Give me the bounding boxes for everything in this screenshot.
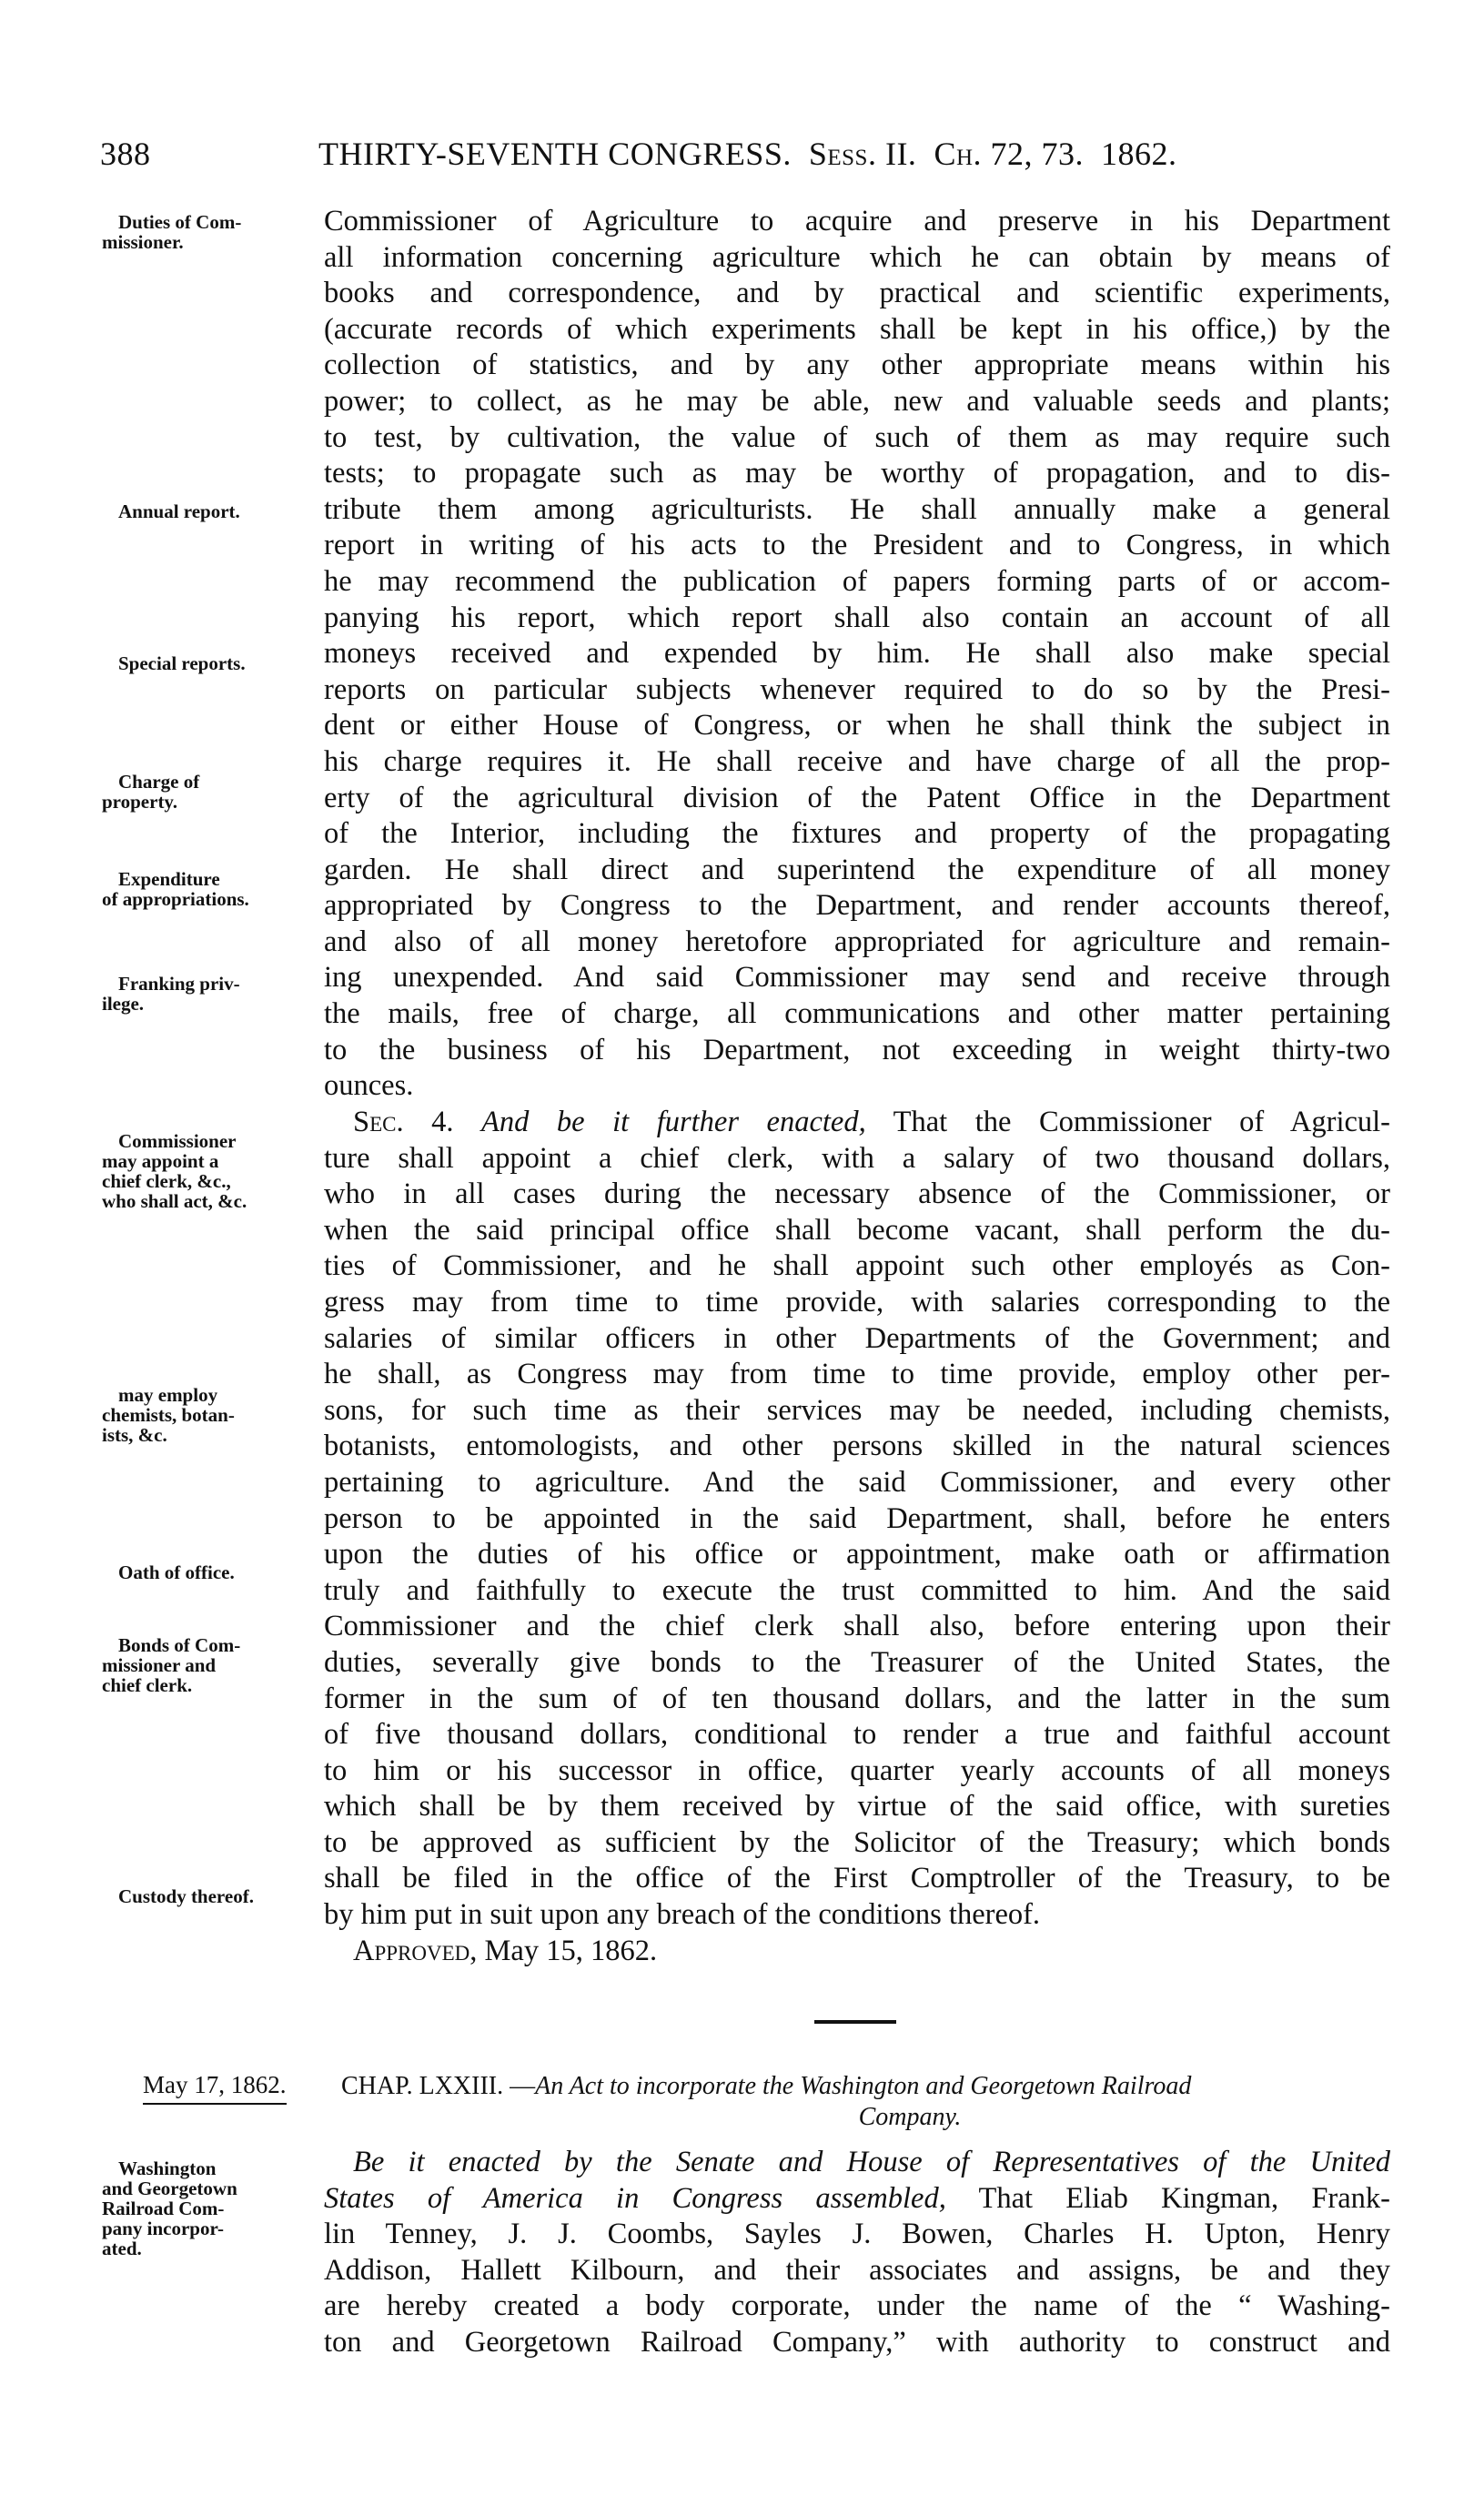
text-line: Commissioner of Agriculture to acquire and preserve in his Department	[324, 205, 1390, 237]
chapter-73-title-line-2: Company.	[858, 2103, 962, 2131]
approved-line	[324, 1934, 1390, 1970]
text-line: and also of all money heretofore appropriated for agriculture and remain-	[324, 925, 1390, 958]
text-line: appropriated by Congress to the Department, and render accounts thereof,	[324, 889, 1390, 923]
dash: —	[510, 2072, 536, 2100]
text-line: Commissioner and the chief clerk shall also, before entering upon their	[324, 1610, 1390, 1643]
margin-note-line: property.	[102, 791, 178, 813]
section-3-text	[324, 204, 1390, 1105]
text-line: botanists, entomologists, and other persons skilled in the natural sciences	[324, 1430, 1390, 1463]
margin-note-line: Commissioner	[118, 1130, 237, 1152]
text-line: lin Tenney, J. J. Coombs, Sayles J. Bowen, Charles H. Upton, Henry	[324, 2218, 1390, 2251]
text-line: gress may from time to time provide, with salaries corresponding to the	[324, 1285, 1390, 1319]
text-line: ture shall appoint a chief clerk, with a salary of two thousand dollars,	[324, 1141, 1390, 1175]
margin-note-employ-chemists	[102, 1385, 325, 1445]
running-header	[100, 135, 1392, 177]
text-line: reports on particular subjects whenever required to do so by the Presi-	[324, 672, 1390, 706]
margin-note-charge-of-property	[102, 772, 325, 812]
session: Sess. II.	[808, 136, 917, 172]
text-line: former in the sum of of ten thousand dollars, and the latter in the sum	[324, 1682, 1390, 1715]
text-line: panying his report, which report shall also contain an account of all	[324, 601, 1390, 634]
margin-note-line: ated.	[102, 2238, 142, 2259]
text-line: power; to collect, as he may be able, new and valuable seeds and plants;	[324, 384, 1390, 418]
header-title	[318, 135, 1177, 173]
section-label: Sec. 4.	[353, 1106, 454, 1138]
margin-note-line: may employ	[118, 1384, 218, 1406]
text-line: pertaining to agriculture. And the said Commissioner, and every other	[324, 1465, 1390, 1499]
text-line: collection of statistics, and by any other appropriate means within his	[324, 349, 1390, 382]
margin-note-line: of appropriations.	[102, 888, 249, 910]
margin-note-oath	[102, 1562, 325, 1582]
margin-note-franking	[102, 974, 325, 1014]
text-line: Addison, Hallett Kilbourn, and their associates and assigns, be and they	[324, 2253, 1390, 2287]
margin-note-line: Railroad Com-	[102, 2198, 225, 2219]
margin-note-line: Franking priv-	[118, 973, 240, 995]
margin-note-line: chief clerk, &c.,	[102, 1170, 231, 1192]
text-line: salaries of similar officers in other Departments of the Government; and	[324, 1321, 1390, 1355]
text-line: all information concerning agriculture which he can obtain by means of	[324, 240, 1390, 274]
section-4-text	[324, 1105, 1390, 1969]
margin-note-duties	[102, 212, 325, 252]
margin-note-custody	[102, 1886, 325, 1906]
margin-note-special-reports	[102, 653, 325, 673]
text-line: by him put in suit upon any breach of the conditions thereof.	[324, 1898, 1041, 1932]
text-line: tribute them among agriculturists. He shall annually make a general	[324, 492, 1390, 526]
text-line: who in all cases during the necessary absence of the Commissioner, or	[324, 1177, 1390, 1211]
text-line: ties of Commissioner, and he shall appoint such other employés as Con-	[324, 1249, 1390, 1283]
text-line: he may recommend the publication of papers forming parts of or accom-	[324, 564, 1390, 598]
text-line: ounces.	[324, 1069, 414, 1103]
margin-note-line: Charge of	[118, 771, 200, 793]
text-line: dent or either House of Congress, or when he shall think the subject in	[324, 709, 1390, 743]
text-line: the mails, free of charge, all communications and other matter pertaining	[324, 997, 1390, 1031]
text-line: ton and Georgetown Railroad Company,” with authority to construct and	[324, 2325, 1390, 2359]
text-line: when the said principal office shall become vacant, shall perform the du-	[324, 1213, 1390, 1247]
text-fragment: That Eliab Kingman, Frank-	[978, 2181, 1390, 2215]
margin-note-line: ists, &c.	[102, 1424, 167, 1446]
approved-date: May 15, 1862.	[484, 1934, 658, 1967]
margin-note-chief-clerk	[102, 1131, 325, 1211]
chapter-73-date: May 17, 1862.	[143, 2071, 287, 2105]
margin-note-line: Custody thereof.	[118, 1885, 254, 1907]
margin-note-line: chemists, botan-	[102, 1404, 235, 1426]
year: 1862.	[1101, 136, 1177, 172]
margin-note-line: and Georgetown	[102, 2178, 237, 2199]
margin-note-line: Special reports.	[118, 652, 246, 674]
section-4-first-line	[324, 1105, 1390, 1141]
margin-note-line: may appoint a	[102, 1150, 219, 1172]
margin-note-line: pany incorpor-	[102, 2218, 224, 2239]
text-line: (accurate records of which experiments shall be kept in his office,) by the	[324, 312, 1390, 346]
text-line: of the Interior, including the fixtures and property of the propagating	[324, 817, 1390, 851]
congress-name: THIRTY-SEVENTH CONGRESS.	[318, 136, 792, 172]
margin-note-railroad	[102, 2158, 325, 2258]
text-line: ing unexpended. And said Commissioner may send and receive through	[324, 961, 1390, 995]
text-line: to test, by cultivation, the value of such of them as may require such	[324, 420, 1390, 454]
margin-note-line: Annual report.	[118, 500, 240, 522]
margin-note-line: Duties of Com-	[118, 211, 242, 233]
margin-note-line: ilege.	[102, 993, 145, 1015]
chapter-73-title-line-1	[341, 2071, 1388, 2102]
text-line: sons, for such time as their services may be needed, including chemists,	[324, 1393, 1390, 1427]
margin-note-expenditure	[102, 869, 325, 909]
enacting-clause-cont: States of America in Congress assembled,	[324, 2181, 946, 2215]
act-title: An Act to incorporate the Washington and Georgetown Railroad	[535, 2072, 1192, 2100]
chapter-label: CHAP. LXXIII.	[341, 2072, 504, 2100]
text-line: of five thousand dollars, conditional to render a true and faithful account	[324, 1718, 1390, 1752]
text-line: truly and faithfully to execute the trust committed to him. And the said	[324, 1573, 1390, 1607]
margin-note-line: Bonds of Com-	[118, 1634, 241, 1656]
enacting-clause: Be it enacted by the Senate and House of Representatives of the United	[353, 2146, 1390, 2178]
margin-note-line: missioner and	[102, 1654, 217, 1676]
margin-note-line: Oath of office.	[118, 1561, 235, 1583]
margin-note-line: who shall act, &c.	[102, 1190, 247, 1212]
text-line: shall be filed in the office of the First Comptroller of the Treasury, to be	[324, 1862, 1390, 1895]
text-line: to be approved as sufficient by the Solicitor of the Treasury; which bonds	[324, 1825, 1390, 1859]
margin-note-line: chief clerk.	[102, 1674, 193, 1696]
text-line	[324, 2181, 1390, 2218]
margin-note-line: missioner.	[102, 231, 184, 253]
text-line: tests; to propagate such as may be worthy of propagation, and to dis-	[324, 457, 1390, 490]
text-fragment: That the Commissioner of Agricul-	[893, 1106, 1391, 1138]
chapter-73-heading	[341, 2071, 1388, 2133]
chapter-73-text	[324, 2145, 1390, 2361]
margin-note-line: Washington	[118, 2157, 217, 2179]
text-line: erty of the agricultural division of the Patent Office in the Department	[324, 781, 1390, 814]
text-line: moneys received and expended by him. He shall also make special	[324, 637, 1390, 671]
margin-note-line: Expenditure	[118, 868, 220, 890]
margin-note-annual-report	[102, 501, 325, 521]
text-line: his charge requires it. He shall receive and have charge of all the prop-	[324, 744, 1390, 778]
text-line: he shall, as Congress may from time to time provide, employ other per-	[324, 1358, 1390, 1391]
text-line: which shall be by them received by virtue of the said office, with sureties	[324, 1790, 1390, 1824]
page-number: 388	[100, 136, 151, 172]
text-line: to the business of his Department, not exceeding in weight thirty-two	[324, 1033, 1390, 1066]
approved-label: Approved,	[353, 1934, 478, 1967]
margin-note-bonds	[102, 1635, 325, 1695]
text-line: upon the duties of his office or appointment, make oath or affirmation	[324, 1538, 1390, 1571]
chapters: Ch. 72, 73.	[934, 136, 1085, 172]
text-line	[324, 2145, 1390, 2181]
text-line: person to be appointed in the said Department, shall, before he enters	[324, 1501, 1390, 1535]
text-line: report in writing of his acts to the President and to Congress, in which	[324, 529, 1390, 562]
text-line: to him or his successor in office, quarter yearly accounts of all moneys	[324, 1753, 1390, 1787]
text-line: garden. He shall direct and superintend the expenditure of all money	[324, 853, 1390, 886]
text-line: duties, severally give bonds to the Treasurer of the United States, the	[324, 1645, 1390, 1679]
text-line: are hereby created a body corporate, under the name of the “ Washing-	[324, 2289, 1390, 2323]
chapter-separator-rule	[814, 2020, 896, 2024]
enacting-clause: And be it further enacted,	[481, 1106, 866, 1138]
text-line: books and correspondence, and by practical and scientific experiments,	[324, 277, 1390, 310]
